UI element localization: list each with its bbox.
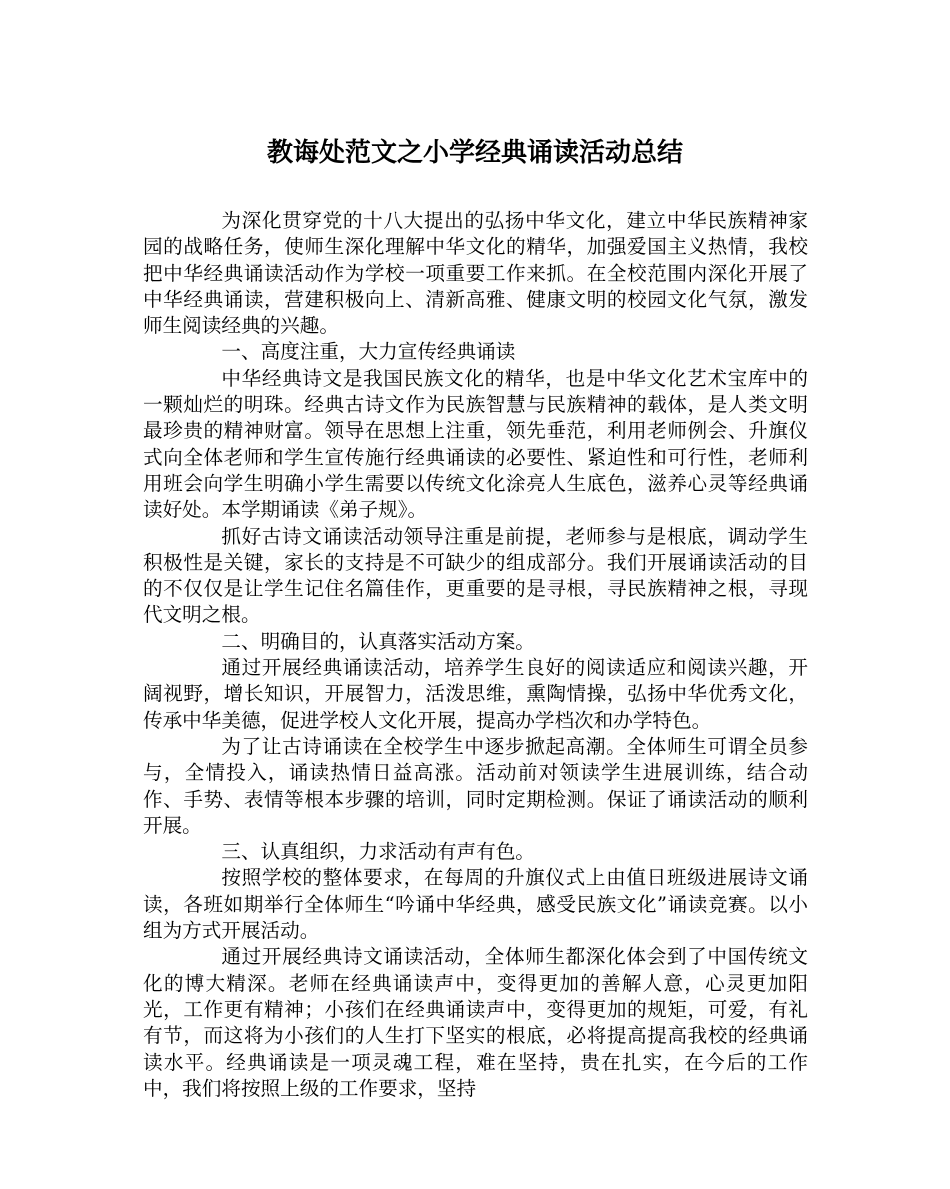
paragraph-intro: 为深化贯穿党的十八大提出的弘扬中华文化，建立中华民族精神家园的战略任务，使师生深化理解中华文化的精华，加强爱国主义热情，我校把中华经典诵读活动作为学校一项重要工作来抓。在全校范围内深化开展了中华经典诵读，营建积极向上、清新高雅、健康文明的校园文化气氛，激发师生阅读经典的兴趣。 [143,209,808,338]
paragraph: 通过开展经典诵读活动，培养学生良好的阅读适应和阅读兴趣，开阔视野，增长知识，开展智力，活泼思维，熏陶情操，弘扬中华优秀文化， 传承中华美德，促进学校人文化开展，提高办学档次和办学特色。 [143,656,808,732]
paragraph: 按照学校的整体要求，在每周的升旗仪式上由值日班级进展诗文诵读，各班如期举行全体师生“吟诵中华经典，感受民族文化”诵读竞赛。以小组为方式开展活动。 [143,866,808,943]
paragraph: 中华经典诗文是我国民族文化的精华，也是中华文化艺术宝库中的一颗灿烂的明珠。经典古诗文作为民族智慧与民族精神的载体，是人类文明最珍贵的精神财富。领导在思想上注重，领先垂范，利用老师例会、升旗仪式向全体老师和学生宣传施行经典诵读的必要性、紧迫性和可行性，老师利用班会向学生明确小学生需要以传统文化涂亮人生底色，滋养心灵等经典诵读好处。本学期诵读《弟子规》。 [143,366,808,522]
section-heading-1: 一、高度注重，大力宣传经典诵读 [221,340,516,364]
section-heading-2: 二、明确目的，认真落实活动方案。 [221,629,535,653]
paragraph: 通过开展经典诗文诵读活动，全体师生都深化体会到了中国传统文化的博大精深。老师在经典诵读声中，变得更加的善解人意，心灵更加阳光，工作更有精神；小孩们在经典诵读声中，变得更加的规矩，可爱，有礼有节，而这将为小孩们的人生打下坚实的根底，必将提高提高我校的经典诵读水平。经典诵读是一项灵魂工程，难在坚持，贵在扎实，在今后的工作中，我们将按照上级的工作要求，坚持 [143,945,808,1100]
paragraph: 抓好古诗文诵读活动领导注重是前提，老师参与是根底，调动学生积极性是关键，家长的支持是不可缺少的组成部分。我们开展诵读活动的目的不仅仅是让学生记住名篇佳作，更重要的是寻根，寻民族精神之根，寻现代文明之根。 [143,524,808,627]
paragraph: 为了让古诗诵读在全校学生中逐步掀起高潮。全体师生可谓全员参与，全情投入，诵读热情日益高涨。活动前对领读学生进展训练，结合动作、手势、表情等根本步骤的培训，同时定期检测。保证了诵读活动的顺利开展。 [143,734,808,837]
document-body [143,208,808,1102]
section-heading-3: 三、认真组织，力求活动有声有色。 [221,840,535,864]
document-title: 教诲处范文之小学经典诵读活动总结 [266,138,683,168]
